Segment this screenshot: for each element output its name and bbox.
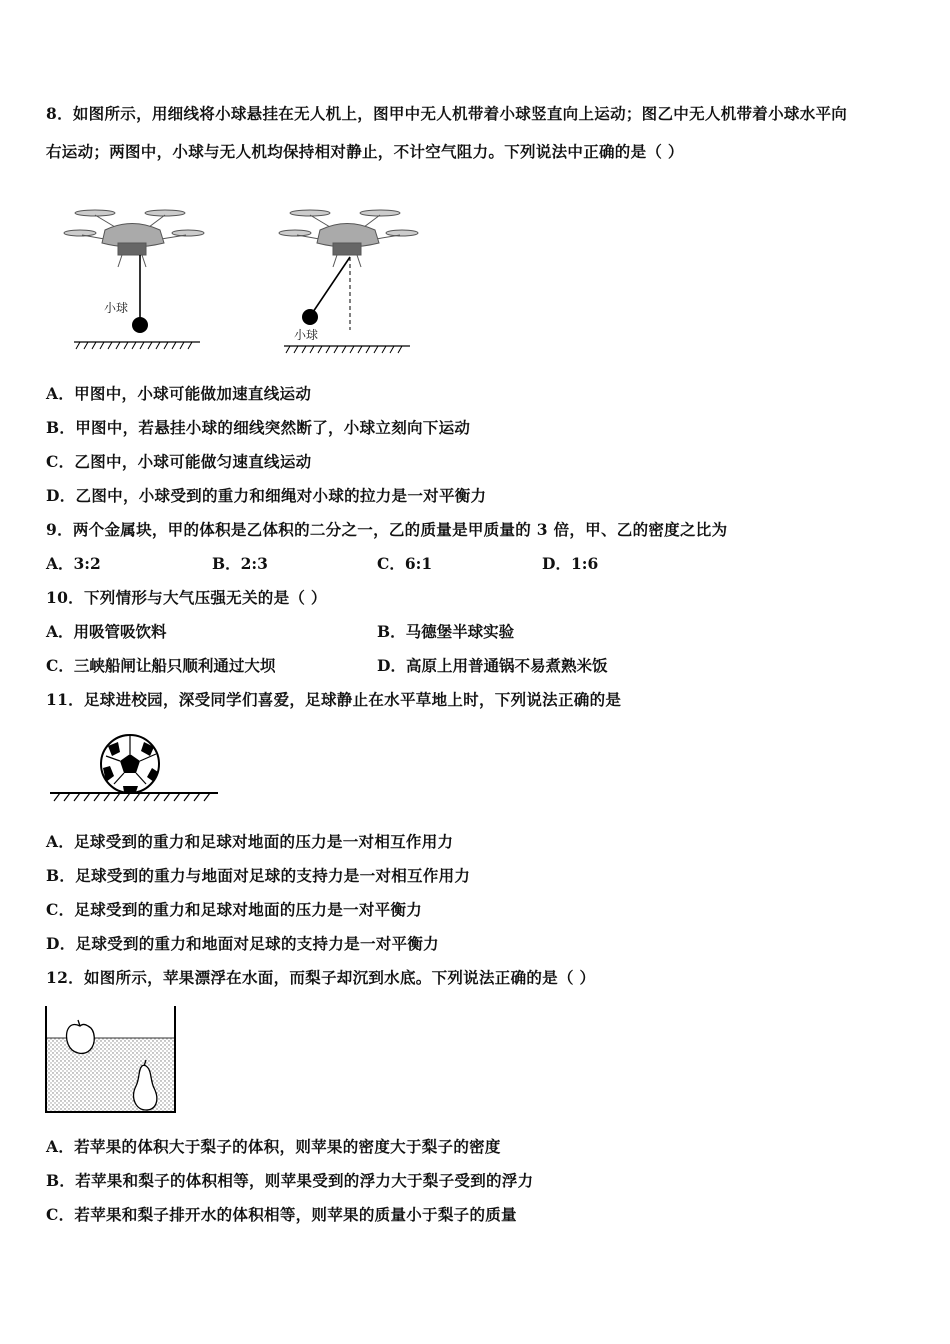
q11-option-d: D．足球受到的重力和地面对足球的支持力是一对平衡力 [46,934,439,953]
drone-left-icon [64,210,204,267]
q9-option-d: D．1:6 [542,554,599,573]
q8-stem-line2: 右运动；两图中，小球与无人机均保持相对静止，不计空气阻力。下列说法中正确的是（ ） [46,142,684,161]
q9-option-c: C．6:1 [377,554,433,573]
q10-option-d: D．高原上用普通锅不易煮熟米饭 [377,656,608,675]
q10-option-c: C．三峡船闸让船只顺利通过大坝 [46,656,276,675]
beaker-figure [44,1004,178,1114]
football-figure [48,732,223,807]
q8-stem-line1: 8．如图所示，用细线将小球悬挂在无人机上，图甲中无人机带着小球竖直向上运动；图乙中无人机带着小球水平向 [46,104,848,123]
q10-stem: 10．下列情形与大气压强无关的是（ ） [46,588,327,607]
q8-option-d: D．乙图中，小球受到的重力和细绳对小球的拉力是一对平衡力 [46,486,487,505]
q11-stem: 11．足球进校园，深受同学们喜爱，足球静止在水平草地上时，下列说法正确的是 [46,690,622,709]
q12-option-b: B．若苹果和梨子的体积相等，则苹果受到的浮力大于梨子受到的浮力 [46,1171,534,1190]
q12-option-a: A．若苹果的体积大于梨子的体积，则苹果的密度大于梨子的密度 [46,1137,501,1156]
q9-stem: 9．两个金属块，甲的体积是乙体积的二分之一，乙的质量是甲质量的 3 倍，甲、乙的密度之比为 [46,520,728,539]
q9-option-a: A．3:2 [46,554,101,573]
q8-option-c: C．乙图中，小球可能做匀速直线运动 [46,452,312,471]
q12-stem: 12．如图所示，苹果漂浮在水面，而梨子却沉到水底。下列说法正确的是（ ） [46,968,596,987]
drone-figure-left [60,195,220,355]
q11-option-b: B．足球受到的重力与地面对足球的支持力是一对相互作用力 [46,866,471,885]
drone-figure-right [270,195,430,355]
ball-label-left: 小球 [104,301,129,315]
q8-option-b: B．甲图中，若悬挂小球的细线突然断了，小球立刻向下运动 [46,418,471,437]
q9-option-b: B．2:3 [212,554,268,573]
q12-option-c: C．若苹果和梨子排开水的体积相等，则苹果的质量小于梨子的质量 [46,1205,517,1224]
football-icon [101,735,159,793]
q11-option-c: C．足球受到的重力和足球对地面的压力是一对平衡力 [46,900,423,919]
apple-icon [67,1020,95,1053]
q10-option-b: B．马德堡半球实验 [377,622,515,641]
q11-option-a: A．足球受到的重力和足球对地面的压力是一对相互作用力 [46,832,454,851]
q10-option-a: A．用吸管吸饮料 [46,622,167,641]
ball-left [132,317,148,333]
ball-label-right: 小球 [294,328,319,342]
q8-option-a: A．甲图中，小球可能做加速直线运动 [46,384,312,403]
ball-right [302,309,318,325]
